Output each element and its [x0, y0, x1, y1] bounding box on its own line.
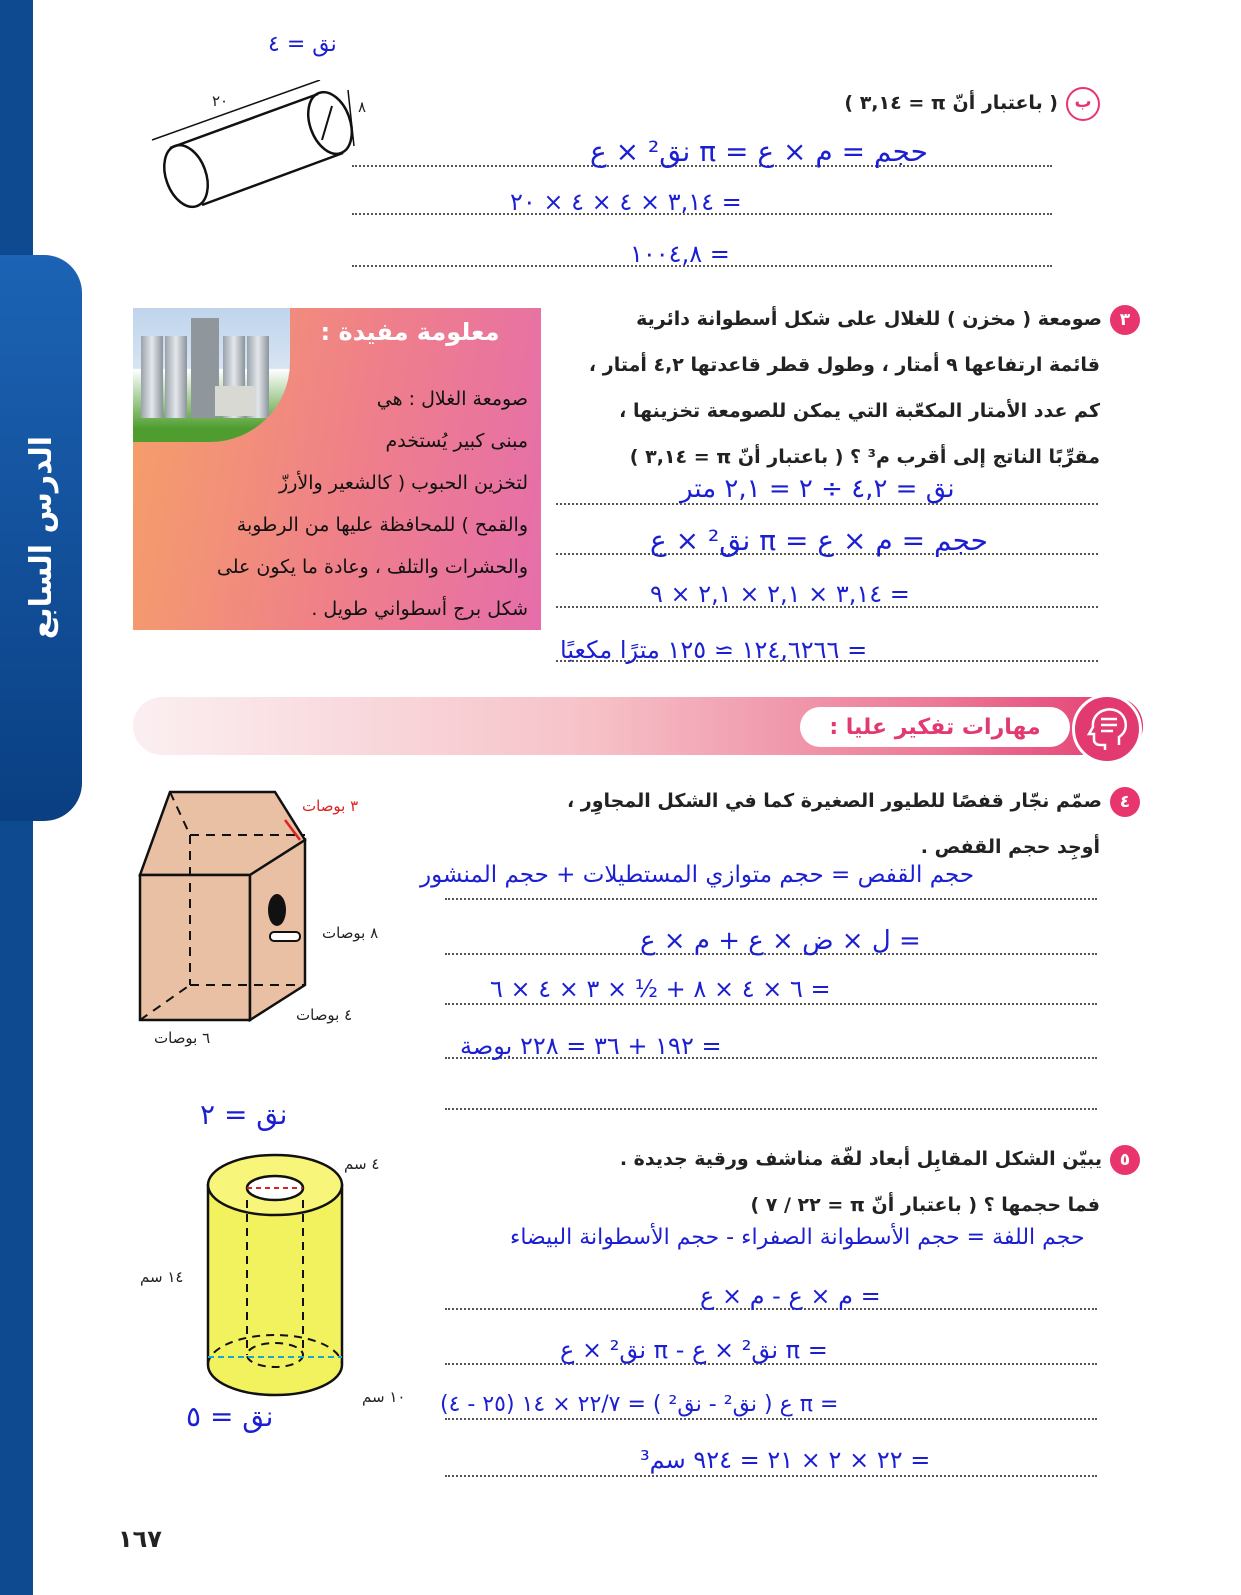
lesson-tab-label: الدرس السابع: [23, 436, 59, 640]
cage-top-label: ٣ بوصات: [302, 797, 359, 815]
handwritten-line: = ٦ × ٤ × ٨ + ½ × ٣ × ٤ × ٦: [490, 975, 831, 1003]
info-line: والقمح ) للمحافظة عليها من الرطوبة: [236, 514, 528, 536]
answer-line: [445, 1003, 1097, 1005]
handwritten-line: = ٣,١٤ × ٤ × ٤ × ٢٠: [510, 188, 742, 216]
handwritten-line: = ل × ض × ع + م × ع: [640, 926, 921, 956]
q5-line: يبيّن الشكل المقابِل أبعاد لفّة مناشف ورقية جديدة .: [619, 1148, 1102, 1170]
q3-line: قائمة ارتفاعها ٩ أمتار ، وطول قطر قاعدتها ٤,٢ أمتار ،: [588, 354, 1100, 376]
q2b-height-label: ٨: [358, 98, 367, 116]
handwritten-line: حجم اللفة = حجم الأسطوانة الصفراء - حجم الأسطوانة البيضاء: [510, 1225, 1085, 1250]
answer-line: [445, 1418, 1097, 1420]
q5-line: فما حجمها ؟ ( باعتبار أنّ π = ٢٢ / ٧ ): [750, 1194, 1100, 1216]
q4-line: أوجِد حجم القفص .: [920, 836, 1100, 858]
info-line: والحشرات والتلف ، وعادة ما يكون على: [216, 556, 528, 578]
handwritten-radius-q2b: نق = ٤: [268, 32, 337, 57]
q2b-length-label: ٢٠: [212, 92, 229, 110]
q3-line: صومعة ( مخزن ) للغلال على شكل أسطوانة دائرية: [636, 308, 1102, 330]
q3-number: ٣: [1110, 305, 1140, 335]
handwritten-line: = π نق² × ع - π نق² × ع: [560, 1336, 828, 1364]
cage-height-label: ٨ بوصات: [322, 924, 379, 942]
answer-line: [445, 1475, 1097, 1477]
handwritten-line: حجم = م × ع = π نق² × ع: [590, 135, 928, 168]
bird-cage-figure: [130, 780, 330, 1030]
handwritten-radius-q5-inner: نق = ٢: [200, 1098, 288, 1131]
info-line: مبنى كبير يُستخدم: [385, 430, 528, 452]
skills-banner-title-pill: [800, 707, 1070, 747]
lesson-tab-label-wrap: [0, 255, 82, 821]
info-line: شكل برج أسطواني طويل .: [311, 598, 528, 620]
cage-depth-label: ٤ بوصات: [296, 1006, 353, 1024]
handwritten-line: = ١٠٠٤,٨: [630, 240, 730, 268]
q2b-prompt: [700, 80, 1100, 126]
answer-line: [445, 898, 1097, 900]
handwritten-radius-q5-outer: نق = ٥: [186, 1400, 274, 1433]
handwritten-line: = ٣,١٤ × ٢,١ × ٢,١ × ٩: [650, 580, 910, 608]
info-line: صومعة الغلال : هي: [376, 388, 528, 410]
info-line: لتخزين الحبوب ( كالشعير والأرزّ: [279, 472, 528, 494]
q2b-label: ب: [1066, 87, 1100, 121]
cylinder-figure-q2b: [140, 80, 380, 215]
handwritten-line: = ١٩٢ + ٣٦ = ٢٢٨ بوصة: [460, 1032, 722, 1060]
q3-prompt: [560, 296, 1140, 480]
info-box-title: معلومة مفيدة :: [320, 318, 500, 346]
roll-height-label: ١٤ سم: [140, 1268, 184, 1286]
head-thinking-icon: [1072, 694, 1142, 764]
q4-number: ٤: [1110, 787, 1140, 817]
info-box-body: [148, 378, 528, 630]
q5-prompt: [500, 1136, 1140, 1228]
q4-line: صمّم نجّار قفصًا للطيور الصغيرة كما في الشكل المجاوِر ،: [566, 790, 1102, 812]
cage-width-label: ٦ بوصات: [154, 1029, 211, 1047]
q3-line: كم عدد الأمتار المكعّبة التي يمكن للصومعة تخزينها ،: [619, 400, 1100, 422]
page-number: ١٦٧: [118, 1525, 162, 1553]
answer-line: [445, 1108, 1097, 1110]
q4-prompt: [500, 778, 1140, 870]
paper-roll-figure: [200, 1150, 350, 1400]
handwritten-line: نق = ٤,٢ ÷ ٢ = ٢,١ متر: [680, 474, 955, 504]
handwritten-line: حجم القفص = حجم متوازي المستطيلات + حجم المنشور: [420, 862, 975, 888]
handwritten-line: = ١٢٤,٦٢٦٦ ≃ ١٢٥ مترًا مكعبًا: [560, 636, 868, 664]
roll-inner-label: ٤ سم: [344, 1155, 380, 1173]
q5-number: ٥: [1110, 1145, 1140, 1175]
handwritten-line: = ٢٢ × ٢ × ٢١ = ٩٢٤ سم³: [640, 1446, 931, 1474]
handwritten-line: = م × ع - م × ع: [700, 1282, 881, 1310]
q3-line: مقرِّبًا الناتج إلى أقرب م³ ؟ ( باعتبار أنّ π = ٣,١٤ ): [629, 446, 1100, 468]
handwritten-line: حجم = م × ع = π نق² × ع: [650, 524, 988, 557]
handwritten-line: = π ع ( نق² - نق² ) = ٢٢/٧ × ١٤ (٢٥ - ٤): [440, 1392, 839, 1417]
q2b-text: ( باعتبار أنّ π = ٣,١٤ ): [844, 92, 1058, 114]
roll-outer-label: ١٠ سم: [362, 1388, 406, 1406]
skills-banner-title: مهارات تفكير عليا :: [829, 714, 1041, 740]
